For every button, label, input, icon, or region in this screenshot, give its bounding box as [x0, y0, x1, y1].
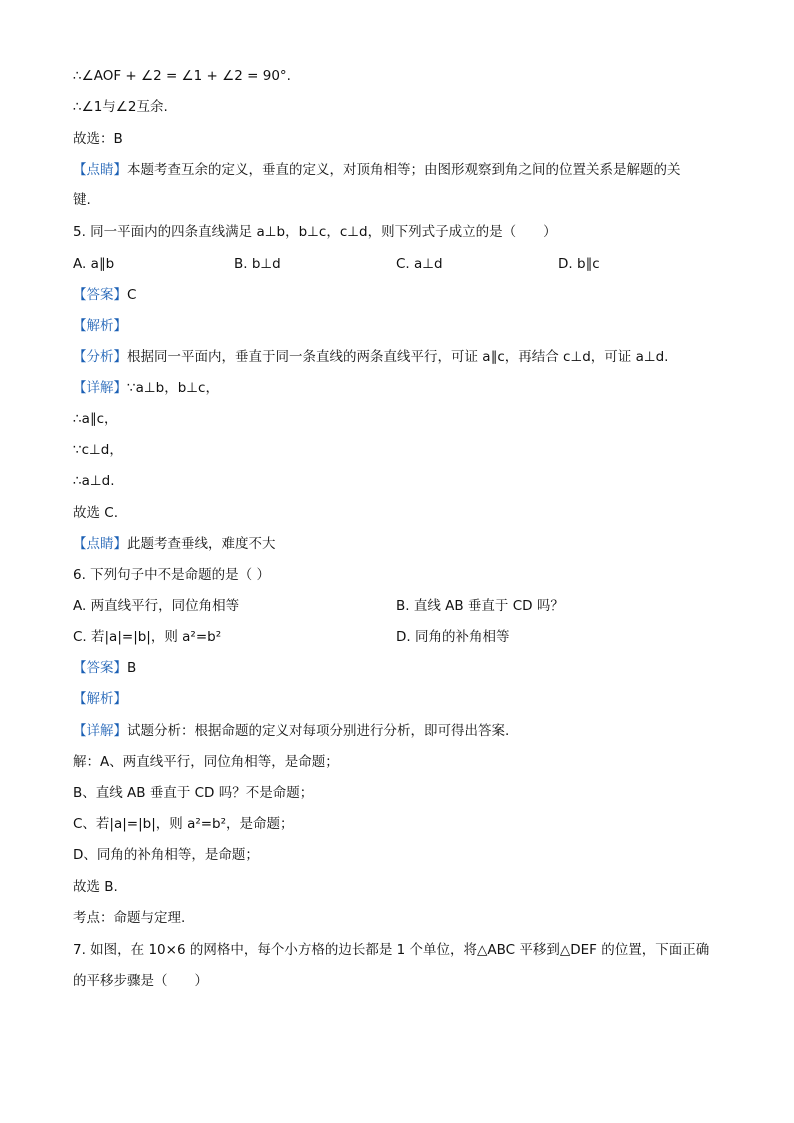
answer-tag: 【答案】: [73, 660, 127, 676]
question-6-kaodian: 考点：命题与定理.: [73, 910, 186, 926]
question-6-step-1: 解：A、两直线平行，同位角相等，是命题；: [73, 754, 339, 770]
question-6-option-a: A. 两直线平行，同位角相等: [73, 598, 240, 614]
question-6-option-c: C. 若|a|=|b|，则 a²=b²: [73, 629, 222, 645]
question-5-option-b: B. b⊥d: [234, 256, 281, 272]
proof-line-complementary: ∴∠1与∠2互余.: [73, 99, 168, 115]
proof-line-angle-sum: ∴∠AOF + ∠2 = ∠1 + ∠2 = 90°.: [73, 68, 291, 84]
question-6-detail: [73, 721, 509, 741]
question-6-step-4: D、同角的补角相等，是命题；: [73, 847, 259, 863]
question-5-step-3: ∴a⊥d.: [73, 473, 115, 489]
question-5-option-a: A. a∥b: [73, 256, 115, 272]
comment-text: 此题考查垂线，难度不大: [127, 536, 276, 552]
question-6-option-d: D. 同角的补角相等: [396, 629, 510, 645]
question-6-step-2: B、直线 AB 垂直于 CD 吗？不是命题；: [73, 785, 314, 801]
question-6-option-b: B. 直线 AB 垂直于 CD 吗？: [396, 598, 564, 614]
question-5-step-4: 故选 C.: [73, 505, 119, 521]
answer-tag: 【答案】: [73, 287, 127, 303]
question-7-stem-line-1: 7. 如图，在 10×6 的网格中，每个小方格的边长都是 1 个单位，将△ABC 平移到△DEF 的位置，下面正确: [73, 942, 710, 958]
comment-tag: 【点睛】: [73, 162, 127, 178]
comment-text: 本题考查互余的定义，垂直的定义，对顶角相等；由图形观察到角之间的位置关系是解题的关: [127, 162, 681, 178]
question-5-detail: [73, 378, 219, 398]
question-5-step-1: ∴a∥c，: [73, 411, 118, 427]
detail-tag: 【详解】: [73, 380, 127, 396]
question-5-fenxi: [73, 347, 668, 367]
answer-value: C: [127, 287, 137, 303]
question-5-stem: 5. 同一平面内的四条直线满足 a⊥b，b⊥c，c⊥d，则下列式子成立的是（ ）: [73, 224, 557, 240]
question-5-comment: [73, 534, 276, 554]
question-5-step-2: ∵c⊥d，: [73, 442, 123, 458]
question-6-analysis-tag: 【解析】: [73, 691, 127, 707]
question-6-step-5: 故选 B.: [73, 879, 118, 895]
question-5-option-c: C. a⊥d: [396, 256, 443, 272]
question-5-answer: [73, 285, 136, 305]
fenxi-text: 根据同一平面内，垂直于同一条直线的两条直线平行，可证 a∥c，再结合 c⊥d，可证 a⊥d.: [127, 349, 669, 365]
question-6-stem: 6. 下列句子中不是命题的是（ ）: [73, 567, 270, 583]
fenxi-tag: 【分析】: [73, 349, 127, 365]
question-5-option-d: D. b∥c: [558, 256, 600, 272]
detail-text: ∵a⊥b，b⊥c，: [127, 380, 219, 396]
question-6-step-3: C、若|a|=|b|，则 a²=b²，是命题；: [73, 816, 294, 832]
comment-continuation: 键.: [73, 192, 91, 208]
comment-line: [73, 160, 681, 180]
question-6-answer: [73, 658, 136, 678]
comment-tag: 【点睛】: [73, 536, 127, 552]
answer-choice-line: 故选：B: [73, 131, 123, 147]
question-5-analysis-tag: 【解析】: [73, 318, 127, 334]
question-7-stem-line-2: 的平移步骤是（ ）: [73, 973, 208, 989]
answer-value: B: [127, 660, 137, 676]
detail-tag: 【详解】: [73, 723, 127, 739]
detail-text: 试题分析：根据命题的定义对每项分别进行分析，即可得出答案.: [127, 723, 510, 739]
